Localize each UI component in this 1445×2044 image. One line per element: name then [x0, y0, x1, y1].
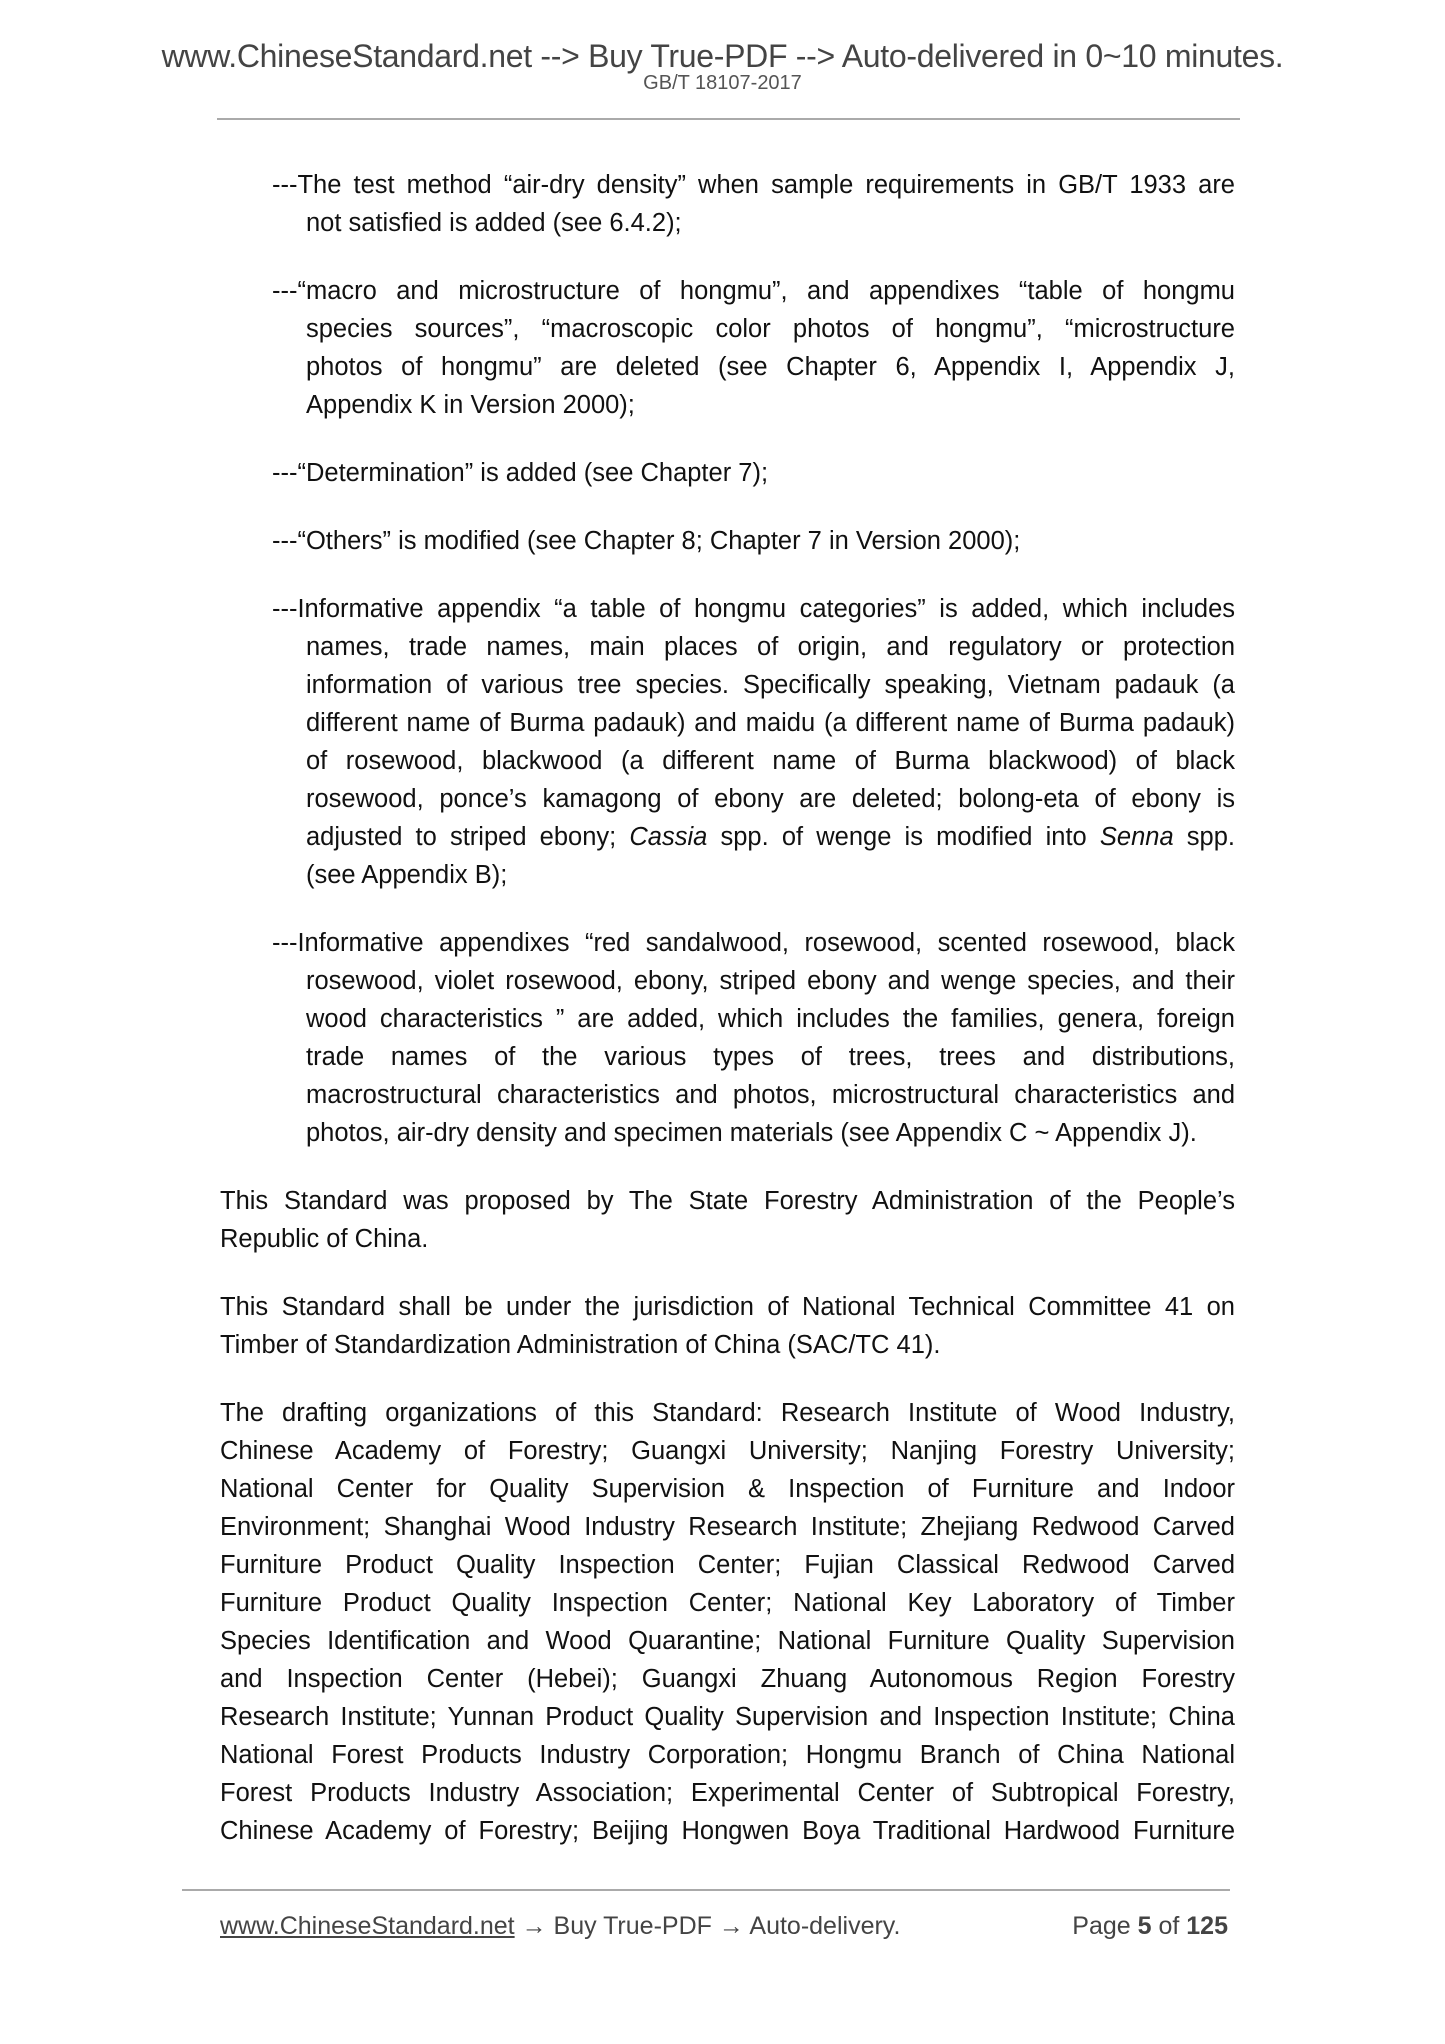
- text-line: photos, air-dry density and specimen materials (see Appendix C ~ Appendix J).: [306, 1119, 1197, 1147]
- text-line: Furniture Product Quality Inspection Center; Fujian Classical Redwood Carved: [220, 1551, 1235, 1579]
- page-label: Page: [1072, 1912, 1138, 1940]
- footer-site-link[interactable]: www.ChineseStandard.net: [220, 1912, 515, 1940]
- text-line: National Center for Quality Supervision & Inspection of Furniture and Indoor: [220, 1475, 1235, 1503]
- text-line: Chinese Academy of Forestry; Guangxi University; Nanjing Forestry University;: [220, 1437, 1235, 1465]
- text-line: Republic of China.: [220, 1225, 429, 1253]
- text-line: rosewood, violet rosewood, ebony, striped ebony and wenge species, and their: [306, 967, 1235, 995]
- change-list-item: [220, 454, 1235, 492]
- text-segment: spp.: [1173, 823, 1235, 851]
- text-line: Furniture Product Quality Inspection Center; National Key Laboratory of Timber: [220, 1589, 1235, 1617]
- text-line: and Inspection Center (Hebei); Guangxi Zhuang Autonomous Region Forestry: [220, 1665, 1235, 1693]
- text-line: This Standard was proposed by The State Forestry Administration of the People’s: [220, 1187, 1235, 1215]
- page-number: 5: [1137, 1912, 1152, 1940]
- page-total: 125: [1186, 1912, 1228, 1940]
- paragraph: [220, 1182, 1235, 1258]
- text-line: names, trade names, main places of origin, and regulatory or protection: [306, 633, 1235, 661]
- text-line: Research Institute; Yunnan Product Quality Supervision and Inspection Institute; China: [220, 1703, 1235, 1731]
- paragraph: [220, 1288, 1235, 1364]
- text-line: not satisfied is added (see 6.4.2);: [306, 209, 682, 237]
- text-line: ---“macro and microstructure of hongmu”, and appendixes “table of hongmu: [272, 277, 1235, 305]
- of-label: of: [1151, 1912, 1187, 1940]
- text-segment: adjusted to striped ebony;: [306, 823, 630, 851]
- text-line: trade names of the various types of trees, trees and distributions,: [306, 1043, 1235, 1071]
- text-line: wood characteristics ” are added, which includes the families, genera, foreign: [306, 1005, 1235, 1033]
- text-line: ---Informative appendix “a table of hongmu categories” is added, which includes: [272, 595, 1235, 623]
- text-line: Forest Products Industry Association; Experimental Center of Subtropical Forestry,: [220, 1779, 1235, 1807]
- document-code: GB/T 18107-2017: [643, 72, 802, 94]
- text-line: different name of Burma padauk) and maidu (a different name of Burma padauk): [306, 709, 1235, 737]
- text-line: Timber of Standardization Administration of China (SAC/TC 41).: [220, 1331, 941, 1359]
- text-line: Chinese Academy of Forestry; Beijing Hongwen Boya Traditional Hardwood Furniture: [220, 1817, 1235, 1845]
- page-indicator: [1072, 1912, 1228, 1941]
- text-line: Environment; Shanghai Wood Industry Research Institute; Zhejiang Redwood Carved: [220, 1513, 1235, 1541]
- text-line: National Forest Products Industry Corporation; Hongmu Branch of China National: [220, 1741, 1235, 1769]
- change-list-item: [220, 590, 1235, 894]
- change-list-item: [220, 522, 1235, 560]
- header-divider: [217, 118, 1240, 120]
- text-line: ---The test method “air-dry density” when sample requirements in GB/T 1933 are: [272, 171, 1235, 199]
- page-footer: [220, 1912, 1228, 1941]
- footer-promo-text: → Buy True-PDF → Auto-delivery.: [514, 1912, 901, 1940]
- header-banner: www.ChineseStandard.net --> Buy True-PDF --> Auto-delivered in 0~10 minutes.: [161, 38, 1284, 74]
- text-line: photos of hongmu” are deleted (see Chapter 6, Appendix I, Appendix J,: [306, 353, 1235, 381]
- change-list-item: [220, 272, 1235, 424]
- italic-term: Cassia: [629, 823, 708, 851]
- text-line: macrostructural characteristics and photos, microstructural characteristics and: [306, 1081, 1235, 1109]
- text-line: rosewood, ponce’s kamagong of ebony are deleted; bolong-eta of ebony is: [306, 785, 1235, 813]
- text-line: ---“Determination” is added (see Chapter 7);: [272, 459, 769, 487]
- text-line: Appendix K in Version 2000);: [306, 391, 635, 419]
- paragraph: [220, 1394, 1235, 1850]
- text-segment: spp. of wenge is modified into: [707, 823, 1100, 851]
- footer-promo: [220, 1912, 900, 1941]
- change-list-item: [220, 924, 1235, 1152]
- italic-term: Senna: [1099, 823, 1174, 851]
- text-line: species sources”, “macroscopic color photos of hongmu”, “microstructure: [306, 315, 1235, 343]
- text-line: of rosewood, blackwood (a different name of Burma blackwood) of black: [306, 747, 1235, 775]
- footer-divider: [182, 1889, 1230, 1891]
- text-line: information of various tree species. Specifically speaking, Vietnam padauk (a: [306, 671, 1235, 699]
- change-list-item: [220, 166, 1235, 242]
- text-line: This Standard shall be under the jurisdiction of National Technical Committee 41 on: [220, 1293, 1235, 1321]
- text-line: The drafting organizations of this Standard: Research Institute of Wood Industry,: [220, 1399, 1235, 1427]
- text-line: [220, 818, 1235, 856]
- text-line: ---“Others” is modified (see Chapter 8; Chapter 7 in Version 2000);: [272, 527, 1021, 555]
- text-line: (see Appendix B);: [306, 861, 508, 889]
- text-line: Species Identification and Wood Quarantine; National Furniture Quality Supervision: [220, 1627, 1235, 1655]
- document-body: [220, 166, 1235, 1880]
- text-line: ---Informative appendixes “red sandalwood, rosewood, scented rosewood, black: [272, 929, 1235, 957]
